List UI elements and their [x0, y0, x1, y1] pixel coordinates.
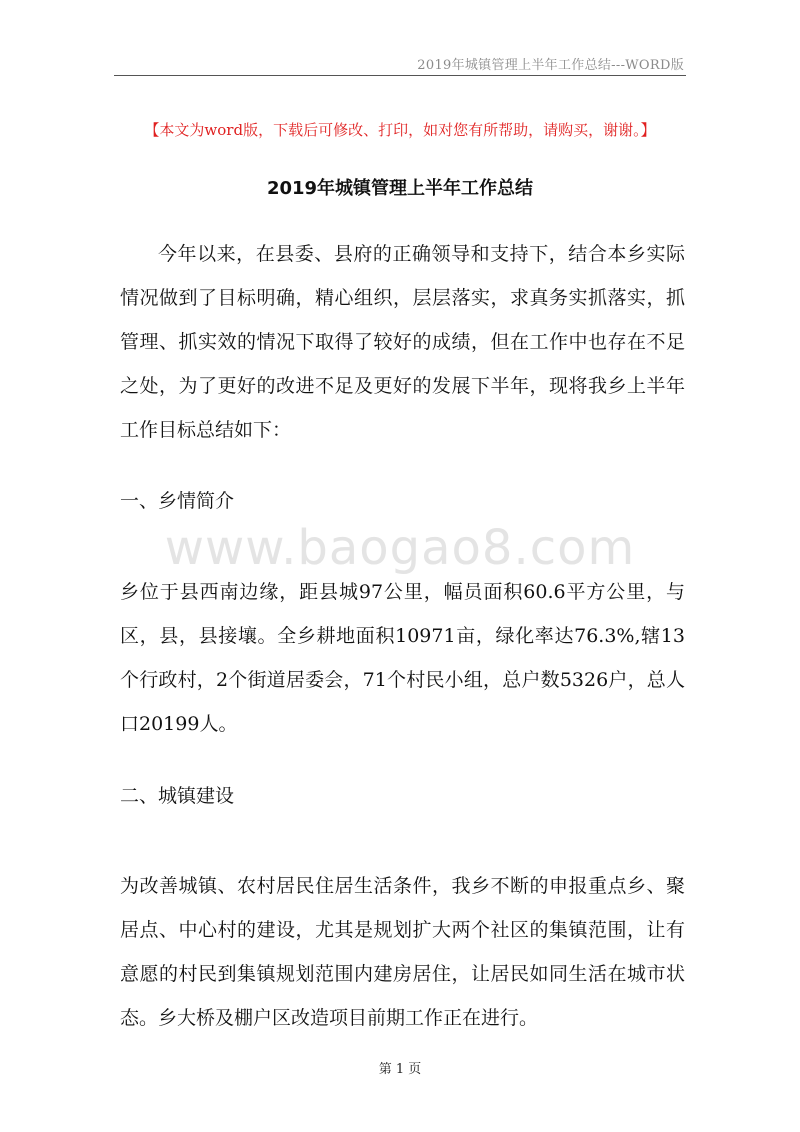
purchase-notice: 【本文为word版，下载后可修改、打印，如对您有所帮助，请购买，谢谢。】: [144, 121, 656, 139]
running-header: 2019年城镇管理上半年工作总结---WORD版: [417, 58, 684, 73]
section-heading-town-construction: 二、城镇建设: [120, 785, 235, 807]
header-divider: [114, 75, 686, 76]
document-title: 2019年城镇管理上半年工作总结: [266, 178, 534, 199]
village-profile-paragraph: 乡位于县西南边缘，距县城97公里，幅员面积60.6平方公里，与区，县，县接壤。全乡耕地面积10971亩，绿化率达76.3%,辖13个行政村，2个街道居委会，71个村民小组，总户数5326户，总人口20199人。: [120, 581, 685, 735]
site-watermark: www.baogao8.com: [164, 520, 636, 576]
page-number: 第 1 页: [378, 1062, 422, 1077]
intro-paragraph: 今年以来，在县委、县府的正确领导和支持下，结合本乡实际情况做到了目标明确，精心组织，层层落实，求真务实抓落实，抓管理、抓实效的情况下取得了较好的成绩，但在工作中也存在不足之处，为了更好的改进不足及更好的发展下半年，现将我乡上半年工作目标总结如下：: [120, 243, 685, 441]
section-heading-village-profile: 一、乡情简介: [120, 490, 235, 512]
town-construction-paragraph: 为改善城镇、农村居民住居生活条件，我乡不断的申报重点乡、聚居点、中心村的建设，尤其是规划扩大两个社区的集镇范围，让有意愿的村民到集镇规划范围内建房居住，让居民如同生活在城市状态。乡大桥及棚户区改造项目前期工作正在进行。: [120, 875, 685, 1029]
